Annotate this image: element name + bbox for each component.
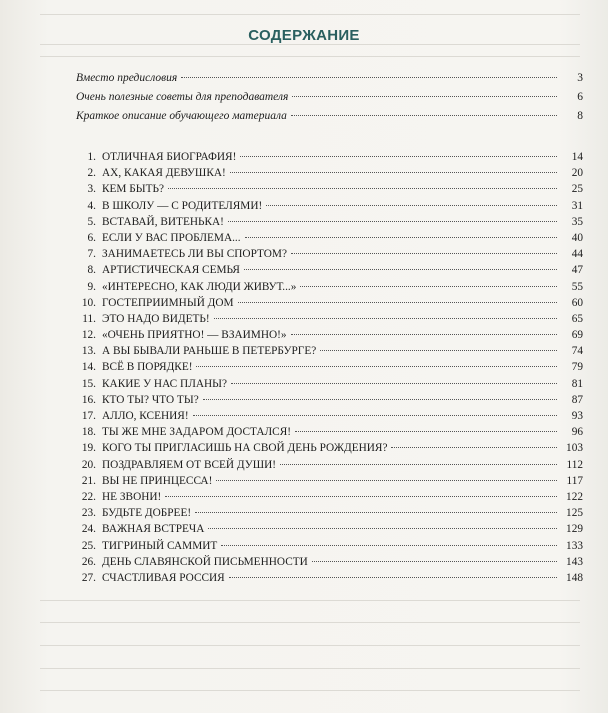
chapter-title: ВАЖНАЯ ВСТРЕЧА (102, 523, 205, 536)
chapter-title: ВСЁ В ПОРЯДКЕ! (102, 361, 193, 374)
chapter-entry (76, 281, 583, 297)
chapter-number: 6. (87, 231, 96, 244)
chapter-number: 12. (81, 329, 96, 342)
chapter-title: ГОСТЕПРИИМНЫЙ ДОМ (102, 296, 234, 309)
intro-section-list (76, 72, 583, 129)
dot-leader (181, 77, 557, 78)
chapter-title: ВСТАВАЙ, ВИТЕНЬКА! (102, 215, 224, 228)
page-number: 65 (571, 312, 583, 325)
dot-leader (228, 221, 557, 222)
page-number: 93 (571, 410, 583, 422)
chapter-number: 19. (81, 442, 96, 455)
chapter-entry (76, 264, 583, 280)
chapter-entry (76, 329, 583, 345)
page-number: 40 (571, 231, 583, 244)
page-number: 55 (571, 280, 583, 293)
page-number: 129 (566, 523, 583, 536)
page-number: 20 (571, 167, 583, 180)
dot-leader (196, 366, 557, 367)
chapter-entry (76, 345, 583, 361)
chapter-entry (76, 442, 583, 458)
dot-leader (231, 383, 557, 384)
chapter-number: 13. (81, 345, 96, 358)
dot-leader (245, 237, 557, 238)
chapter-entry (76, 540, 583, 556)
chapter-title: ЭТО НАДО ВИДЕТЬ! (102, 312, 210, 325)
chapter-number: 7. (87, 248, 96, 261)
dot-leader (195, 512, 557, 513)
chapter-title: ПОЗДРАВЛЯЕМ ОТ ВСЕЙ ДУШИ! (102, 458, 277, 471)
chapter-number: 18. (81, 426, 96, 439)
page-number: 79 (571, 361, 583, 374)
intro-entry (76, 110, 583, 129)
chapter-entry (76, 491, 583, 507)
chapter-number: 22. (81, 490, 96, 503)
chapter-entry (76, 410, 583, 426)
page-number: 8 (577, 110, 583, 122)
dot-leader (391, 447, 557, 448)
chapter-number: 2. (87, 167, 96, 180)
chapter-number: 17. (81, 410, 96, 422)
dot-leader (208, 528, 557, 529)
chapter-entry (76, 394, 583, 410)
chapter-number: 27. (81, 571, 96, 584)
chapter-number: 26. (81, 555, 96, 568)
chapter-entry (76, 297, 583, 313)
chapter-entry (76, 361, 583, 377)
chapter-entry (76, 248, 583, 264)
chapter-title: «ИНТЕРЕСНО, КАК ЛЮДИ ЖИВУТ...» (102, 280, 297, 293)
chapter-entry (76, 183, 583, 199)
page-number: 69 (571, 329, 583, 342)
dot-leader (168, 188, 557, 189)
chapter-title: СЧАСТЛИВАЯ РОССИЯ (102, 571, 225, 584)
dot-leader (291, 253, 557, 254)
chapter-number: 21. (81, 474, 96, 487)
chapter-title: ЗАНИМАЕТЕСЬ ЛИ ВЫ СПОРТОМ? (102, 248, 287, 261)
page-number: 87 (571, 393, 583, 406)
chapter-entry (76, 216, 583, 232)
chapter-entry (76, 459, 583, 475)
chapter-title: ОТЛИЧНАЯ БИОГРАФИЯ! (102, 151, 237, 163)
dot-leader (295, 431, 557, 432)
dot-leader (292, 96, 557, 97)
dot-leader (240, 156, 557, 157)
dot-leader (266, 205, 557, 206)
dot-leader (300, 286, 557, 287)
dot-leader (229, 577, 557, 578)
chapter-number: 24. (81, 523, 96, 536)
dot-leader (165, 496, 557, 497)
chapter-title: БУДЬТЕ ДОБРЕЕ! (102, 507, 192, 520)
chapter-list (76, 151, 583, 588)
page-number: 6 (577, 91, 583, 103)
dot-leader (312, 561, 557, 562)
page-number: 35 (571, 215, 583, 228)
chapter-entry (76, 313, 583, 329)
page-number: 103 (566, 442, 583, 455)
chapter-entry (76, 475, 583, 491)
chapter-title: КТО ТЫ? ЧТО ТЫ? (102, 393, 199, 406)
chapter-title: НЕ ЗВОНИ! (102, 490, 162, 503)
chapter-entry (76, 378, 583, 394)
chapter-title: АЛЛО, КСЕНИЯ! (102, 410, 189, 422)
chapter-title: КАКИЕ У НАС ПЛАНЫ? (102, 377, 228, 390)
chapter-entry (76, 523, 583, 539)
intro-entry (76, 91, 583, 110)
chapter-number: 25. (81, 539, 96, 552)
chapter-number: 14. (81, 361, 96, 374)
dot-leader (320, 350, 557, 351)
page-number: 3 (577, 72, 583, 84)
chapter-entry (76, 167, 583, 183)
dot-leader (203, 399, 557, 400)
section-title: Краткое описание обучающего материала (76, 110, 287, 122)
chapter-number: 20. (81, 458, 96, 471)
chapter-number: 8. (87, 264, 96, 277)
page-number: 122 (566, 490, 583, 503)
chapter-title: ТИГРИНЫЙ САММИТ (102, 539, 218, 552)
page-number: 148 (566, 571, 583, 584)
chapter-number: 1. (87, 151, 96, 163)
page-number: 81 (571, 377, 583, 390)
chapter-title: А ВЫ БЫВАЛИ РАНЬШЕ В ПЕТЕРБУРГЕ? (102, 345, 317, 358)
dot-leader (280, 464, 557, 465)
chapter-entry (76, 232, 583, 248)
page-number: 25 (571, 183, 583, 196)
page-number: 31 (571, 199, 583, 212)
page-number: 96 (571, 426, 583, 439)
dot-leader (238, 302, 557, 303)
section-title: Вместо предисловия (76, 72, 178, 84)
dot-leader (244, 269, 557, 270)
chapter-title: КЕМ БЫТЬ? (102, 183, 165, 196)
chapter-number: 4. (87, 199, 96, 212)
chapter-entry (76, 507, 583, 523)
page-number: 125 (566, 507, 583, 520)
page-number: 117 (566, 474, 583, 487)
page-number: 60 (571, 296, 583, 309)
page-number: 74 (571, 345, 583, 358)
chapter-number: 3. (87, 183, 96, 196)
chapter-title: «ОЧЕНЬ ПРИЯТНО! — ВЗАИМНО!» (102, 329, 287, 342)
page-title: СОДЕРЖАНИЕ (248, 27, 360, 44)
chapter-entry (76, 572, 583, 588)
chapter-entry (76, 556, 583, 572)
chapter-number: 11. (82, 312, 96, 325)
dot-leader (193, 415, 557, 416)
page-number: 112 (566, 458, 583, 471)
section-title: Очень полезные советы для преподавателя (76, 91, 289, 103)
chapter-title: ВЫ НЕ ПРИНЦЕССА! (102, 474, 213, 487)
chapter-number: 9. (87, 280, 96, 293)
chapter-number: 5. (87, 215, 96, 228)
dot-leader (291, 115, 557, 116)
dot-leader (221, 545, 557, 546)
chapter-entry (76, 200, 583, 216)
dot-leader (216, 480, 557, 481)
page-number: 133 (566, 539, 583, 552)
chapter-number: 15. (81, 377, 96, 390)
page-number: 14 (571, 151, 583, 163)
page-number: 47 (571, 264, 583, 277)
chapter-title: В ШКОЛУ — С РОДИТЕЛЯМИ! (102, 199, 263, 212)
chapter-title: АХ, КАКАЯ ДЕВУШКА! (102, 167, 226, 180)
chapter-number: 16. (81, 393, 96, 406)
dot-leader (230, 172, 557, 173)
chapter-title: ТЫ ЖЕ МНЕ ЗАДАРОМ ДОСТАЛСЯ! (102, 426, 292, 439)
page-number: 143 (566, 555, 583, 568)
dot-leader (214, 318, 557, 319)
intro-entry (76, 72, 583, 91)
chapter-entry (76, 151, 583, 167)
chapter-number: 23. (81, 507, 96, 520)
page-number: 44 (571, 248, 583, 261)
dot-leader (291, 334, 557, 335)
chapter-title: ЕСЛИ У ВАС ПРОБЛЕМА... (102, 231, 241, 244)
chapter-title: ДЕНЬ СЛАВЯНСКОЙ ПИСЬМЕННОСТИ (102, 555, 308, 568)
chapter-number: 10. (81, 296, 96, 309)
chapter-title: АРТИСТИЧЕСКАЯ СЕМЬЯ (102, 264, 240, 277)
chapter-title: КОГО ТЫ ПРИГЛАСИШЬ НА СВОЙ ДЕНЬ РОЖДЕНИЯ? (102, 442, 388, 455)
chapter-entry (76, 426, 583, 442)
